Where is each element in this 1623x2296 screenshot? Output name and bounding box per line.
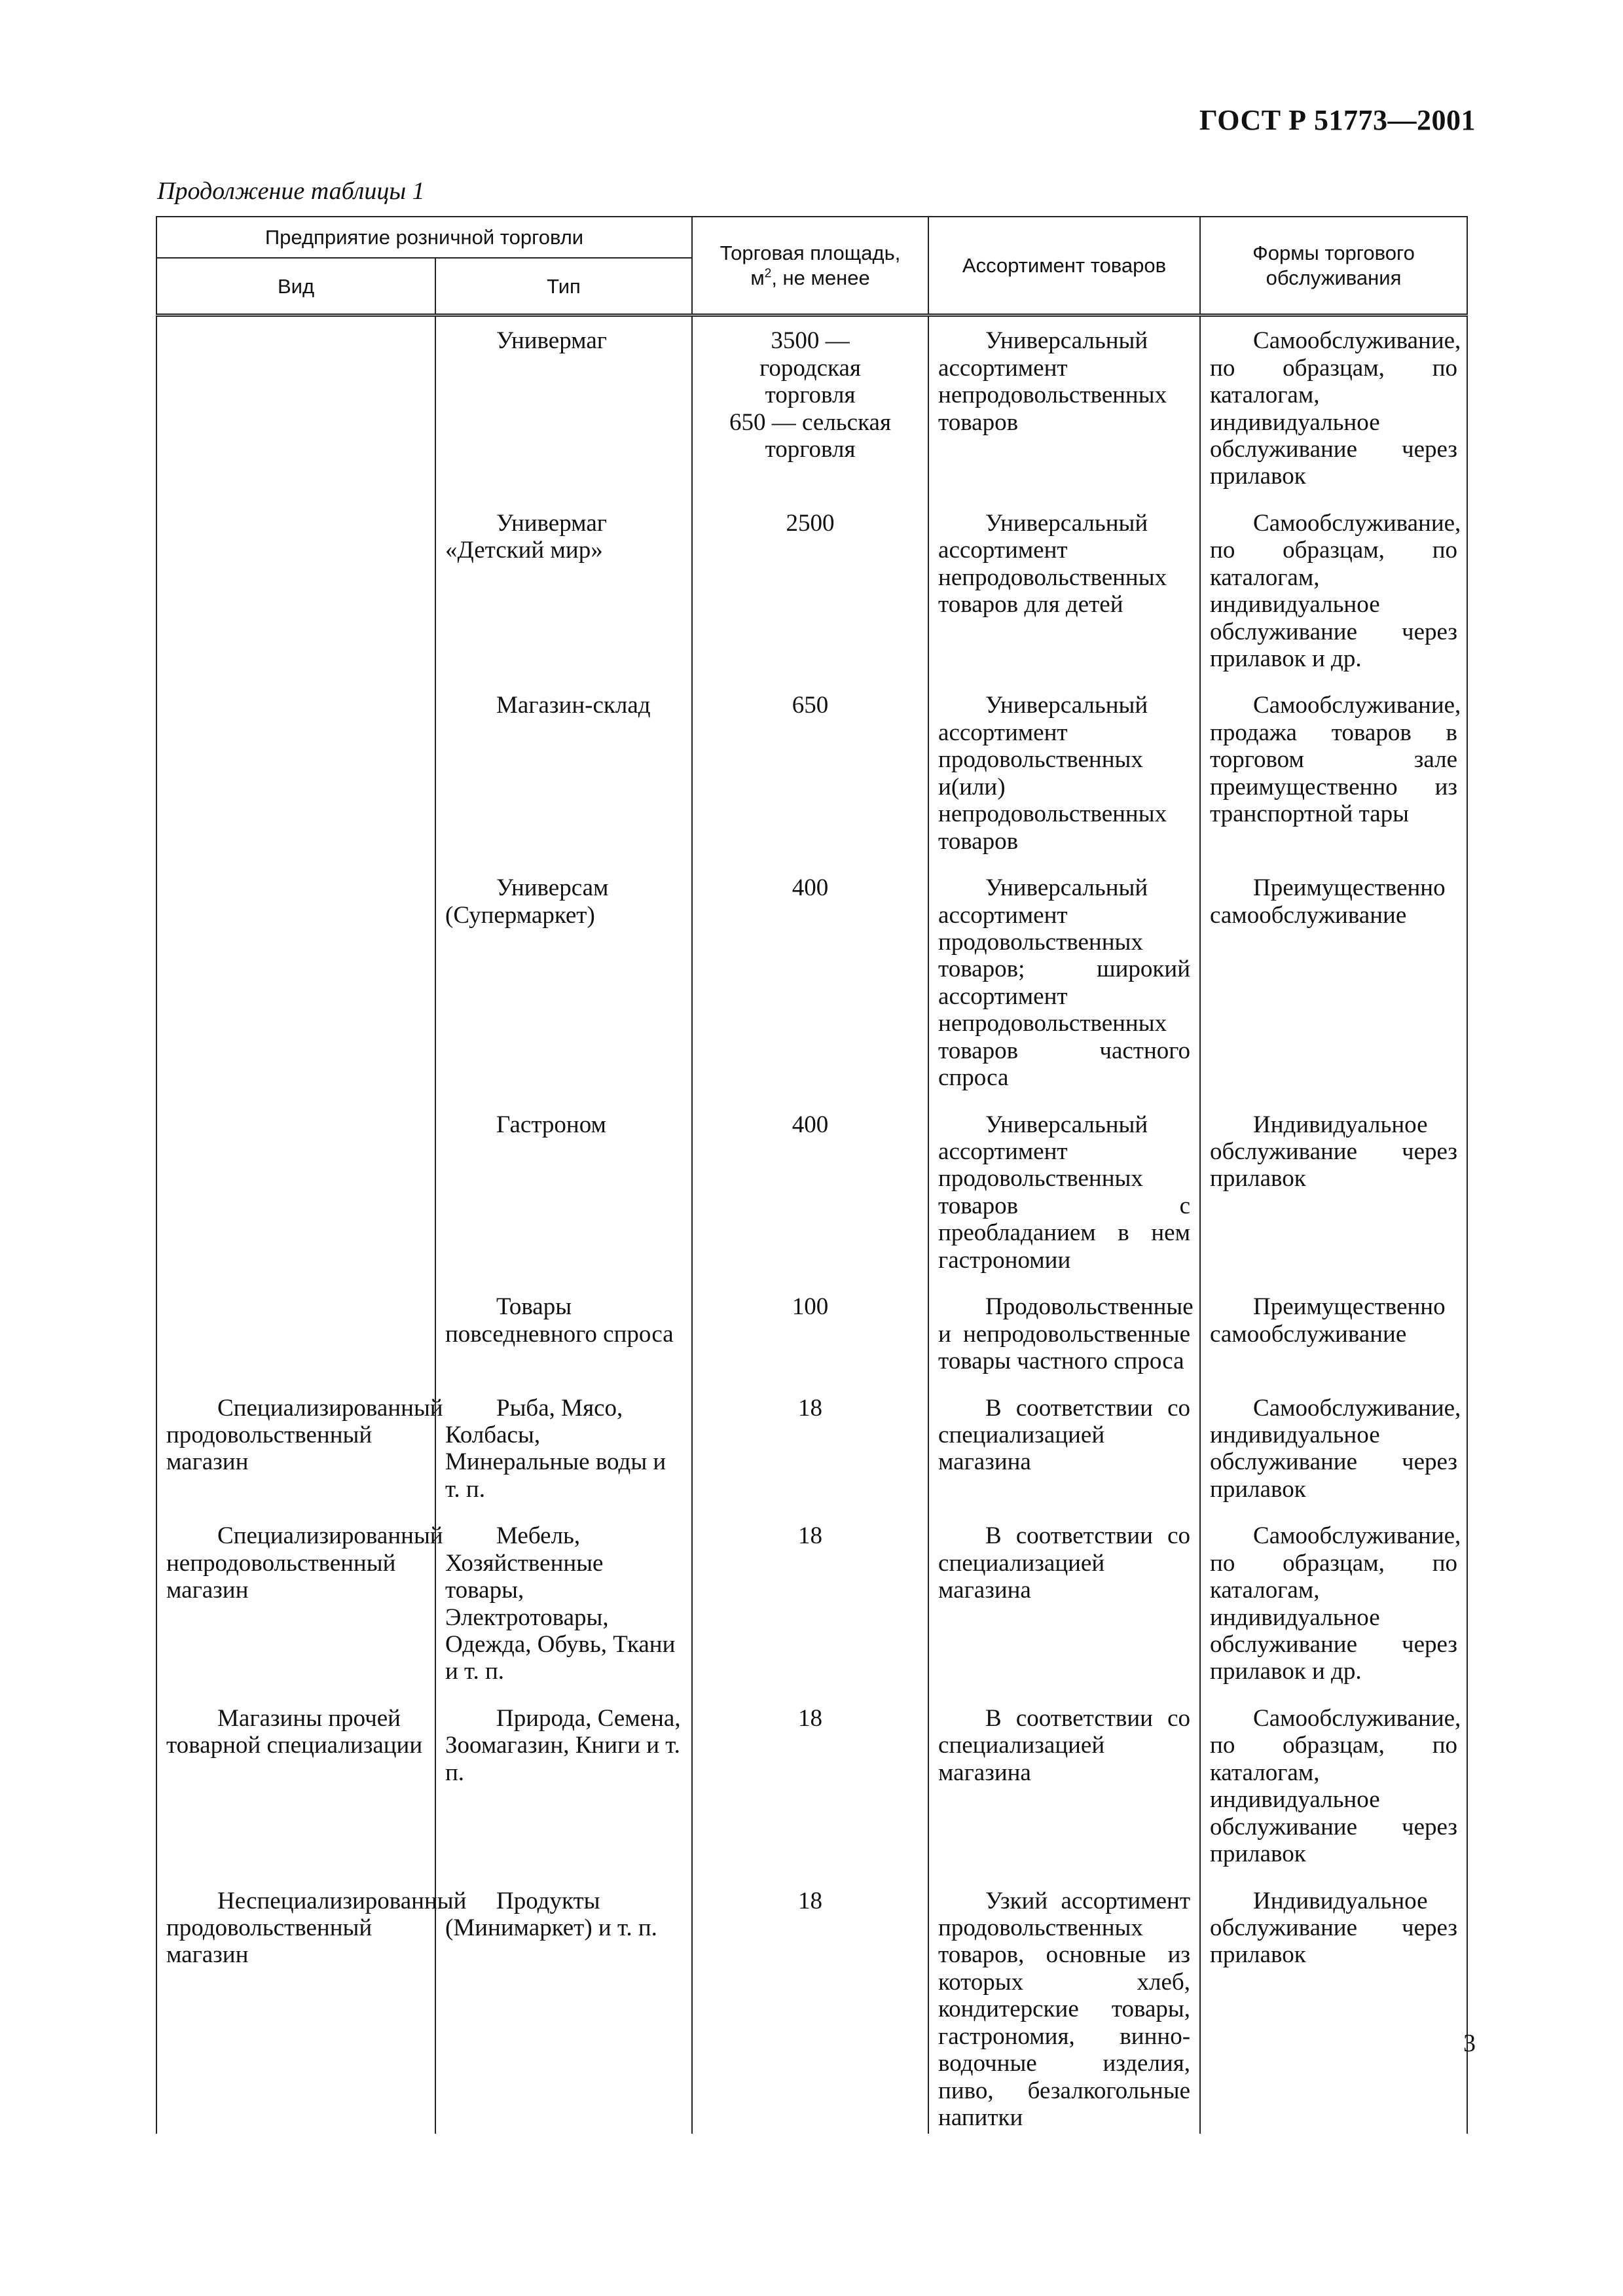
cell-type: Гастроном [435,1109,692,1291]
page-number: 3 [1463,2030,1476,2057]
header-area [692,217,928,315]
cell-service-forms: Индивидуальное обслуживание через прилавок [1200,1885,1467,2134]
cell-area [692,1109,928,1291]
cell-assortment: Универсальный ассортимент продовольственных товаров; широкий ассортимент непродовольственных товаров частного спроса [928,872,1200,1109]
header-type: Тип [435,258,692,315]
cell-kind [156,689,435,872]
area-line: 650 [792,692,829,719]
cell-type: Мебель, Хозяйственные товары, Электротовары, Одежда, Обувь, Ткани и т. п. [435,1520,692,1702]
area-line: 650 — сельская [729,408,891,436]
cell-area [692,1885,928,2134]
table-row [156,507,1467,690]
cell-kind [156,315,435,507]
area-line: 18 [798,1887,823,1914]
table-row [156,315,1467,507]
retail-types-table [156,216,1468,2134]
header-area-unit: м [750,266,765,289]
cell-type: Товары повседневного спроса [435,1291,692,1391]
table-row [156,1109,1467,1291]
header-area-main: Торговая площадь, [720,242,901,265]
table-row [156,689,1467,872]
cell-area [692,872,928,1109]
cell-area [692,1392,928,1520]
document-id: ГОСТ Р 51773—2001 [1199,104,1476,136]
cell-service-forms: Самообслуживание, продажа товаров в торговом зале преимущественно из транспортной тары [1200,689,1467,872]
cell-assortment: Универсальный ассортимент непродовольственных товаров для детей [928,507,1200,690]
cell-assortment: Универсальный ассортимент непродовольственных товаров [928,315,1200,507]
table-row [156,1520,1467,1702]
area-line: 400 [792,874,829,902]
cell-area [692,1520,928,1702]
cell-area [692,507,928,690]
header-enterprise: Предприятие розничной торговли [156,217,692,258]
cell-assortment: В соответствии со специализацией магазина [928,1520,1200,1702]
cell-service-forms: Преимущественно самообслуживание [1200,872,1467,1109]
area-line: городская [759,354,861,382]
table-row [156,1885,1467,2134]
cell-service-forms: Преимущественно самообслуживание [1200,1291,1467,1391]
cell-area [692,1291,928,1391]
cell-type: Универсам (Супермаркет) [435,872,692,1109]
cell-type: Магазин-склад [435,689,692,872]
cell-kind: Магазины прочей товарной специализации [156,1702,435,1885]
table-row [156,872,1467,1109]
area-line: 18 [798,1522,823,1550]
cell-service-forms: Самообслуживание, по образцам, по каталогам, индивидуальное обслуживание через прилавок и др. [1200,1520,1467,1702]
cell-type: Универмаг «Детский мир» [435,507,692,690]
cell-service-forms: Самообслуживание, индивидуальное обслуживание через прилавок [1200,1392,1467,1520]
cell-kind: Специализированный непродовольственный магазин [156,1520,435,1702]
cell-assortment: Универсальный ассортимент продовольственных и(или) непродовольственных товаров [928,689,1200,872]
cell-area [692,315,928,507]
cell-type: Природа, Семена, Зоомагазин, Книги и т. п. [435,1702,692,1885]
cell-assortment: В соответствии со специализацией магазина [928,1392,1200,1520]
area-line: 18 [798,1704,823,1732]
area-line: 3500 — [771,327,850,355]
area-line: 400 [792,1111,829,1138]
table-row [156,1291,1467,1391]
cell-assortment: Универсальный ассортимент продовольственных товаров с преобладанием в нем гастрономии [928,1109,1200,1291]
cell-area [692,1702,928,1885]
header-service-forms: Формы торгового обслуживания [1200,217,1467,315]
table-body [156,315,1467,2134]
header-kind: Вид [156,258,435,315]
cell-kind [156,507,435,690]
cell-type: Универмаг [435,315,692,507]
area-line: торговля [765,382,856,409]
cell-kind [156,1109,435,1291]
area-line: 2500 [786,509,835,537]
cell-area [692,689,928,872]
cell-assortment: Узкий ассортимент продовольственных товаров, основные из которых хлеб, кондитерские товары, гастрономия, винно-водочные изделия, пиво, безалкогольные напитки [928,1885,1200,2134]
table-caption: Продолжение таблицы 1 [157,177,425,205]
cell-service-forms: Самообслуживание, по образцам, по каталогам, индивидуальное обслуживание через прилавок [1200,315,1467,507]
header-area-sup: 2 [764,266,772,281]
cell-kind [156,872,435,1109]
area-line: 18 [798,1394,823,1422]
cell-assortment: Продовольственные и непродовольственные товары частного спроса [928,1291,1200,1391]
cell-service-forms: Самообслуживание, по образцам, по каталогам, индивидуальное обслуживание через прилавок и др. [1200,507,1467,690]
cell-assortment: В соответствии со специализацией магазина [928,1702,1200,1885]
cell-kind: Специализированный продовольственный магазин [156,1392,435,1520]
cell-service-forms: Самообслуживание, по образцам, по каталогам, индивидуальное обслуживание через прилавок [1200,1702,1467,1885]
table-row [156,1392,1467,1520]
table-row [156,1702,1467,1885]
header-assortment: Ассортимент товаров [928,217,1200,315]
header-area-tail: , не менее [771,266,870,289]
cell-type: Рыба, Мясо, Колбасы, Минеральные воды и т. п. [435,1392,692,1520]
cell-kind: Неспециализированный продовольственный магазин [156,1885,435,2134]
area-line: 100 [792,1293,829,1321]
cell-service-forms: Индивидуальное обслуживание через прилавок [1200,1109,1467,1291]
table-head [156,217,1467,315]
cell-type: Продукты (Минимаркет) и т. п. [435,1885,692,2134]
area-line: торговля [765,435,856,463]
cell-kind [156,1291,435,1391]
